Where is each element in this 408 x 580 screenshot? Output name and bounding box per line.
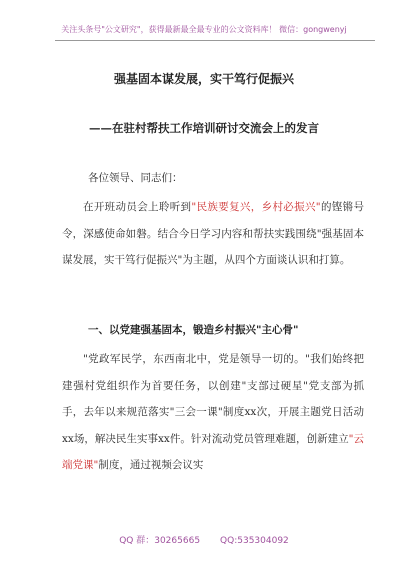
- paragraph-1-highlight: "民族要复兴，乡村必振兴": [191, 201, 321, 213]
- paragraph-2: [62, 346, 364, 479]
- paragraph-2-highlight: "云端党课": [62, 432, 364, 471]
- header-banner: 关注头条号"公文研究"，获得最新最全最专业的公文资料库！ 微信：gongwenyj: [61, 25, 347, 34]
- section-heading-1: 一、以党建强基固本，锻造乡村振兴"主心骨": [88, 324, 299, 336]
- paragraph-2-text-cont: 制度，通过视频会议实: [98, 459, 204, 471]
- paragraph-1: [62, 194, 364, 274]
- paragraph-1-text: 在开班动员会上聆听到: [83, 201, 192, 213]
- salutation: 各位领导、同志们：: [88, 172, 183, 184]
- paragraph-1-text-cont: 的铿锵号令，深感使命如磐。结合今日学习内容和帮扶实践围绕"强基固本谋发展，实干笃行促振兴"为主题，从四个方面谈认识和打算。: [62, 201, 364, 266]
- footer-qq: QQ:535304092: [220, 536, 289, 546]
- header-divider: [55, 40, 375, 41]
- document-subtitle: ——在驻村帮扶工作培训研讨交流会上的发言: [89, 121, 319, 135]
- paragraph-2-text: "党政军民学，东西南北中，党是领导一切的。"我们始终把建强村党组织作为首要任务，以创建"支部过硬星"党支部为抓手，去年以来规范落实"三会一课"制度xx次，开展主题党日活动xx场，解决民生实事xx件。针对流动党员管理难题，创新建立: [62, 353, 364, 445]
- document-title: 强基固本谋发展，实干笃行促振兴: [113, 72, 294, 86]
- footer-qq-group: QQ 群：30265665: [119, 536, 201, 546]
- footer: [0, 533, 408, 546]
